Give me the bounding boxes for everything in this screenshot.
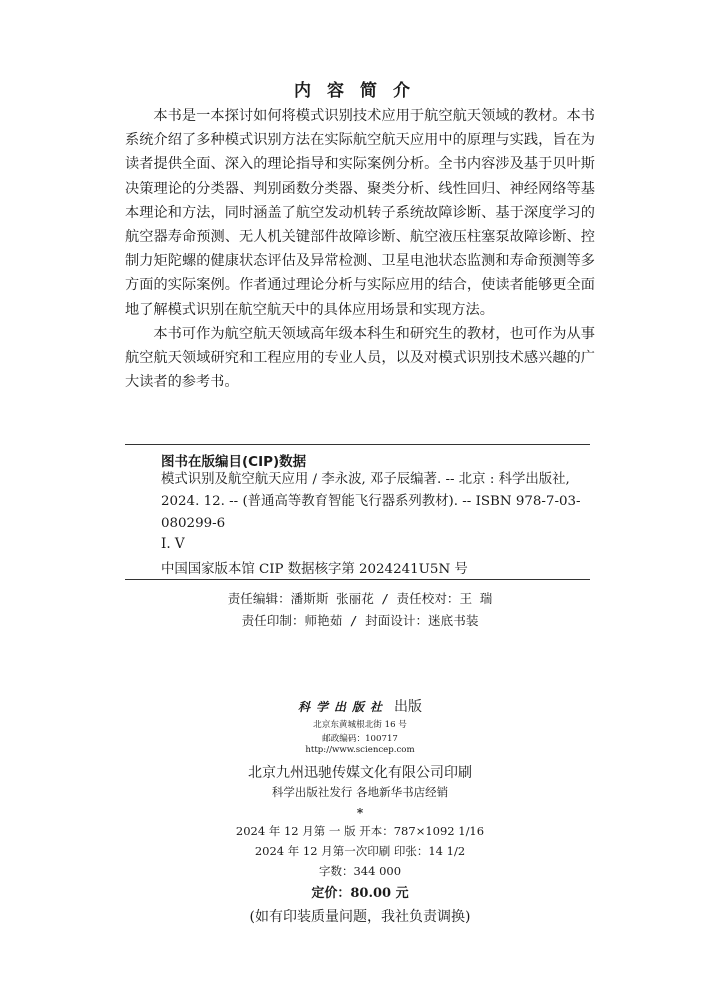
quality-notice: (如有印装质量问题，我社负责调换) [249,909,471,925]
word-count: 字数：344 000 [318,864,402,878]
cip-data-number: 中国国家版本馆 CIP 数据核字第 2024241U5N 号 [161,562,468,577]
cip-classification: Ⅰ. V [161,536,185,552]
staff-credits-production: 责任印制：师艳茹 / 封面设计：迷底书装 [241,613,479,628]
price: 定价：80.00 元 [311,886,409,901]
publisher-suffix: 出版 [394,699,422,715]
intro-title: 内容简介 [294,81,426,101]
cip-heading: 图书在版编目(CIP)数据 [161,454,307,470]
separator-star: * [356,806,364,820]
cip-record: 模式识别及航空航天应用 / 李永波, 邓子辰编著. -- 北京 : 科学出版社, 2024. 12. -- (普通高等教育智能飞行器系列教材). -- ISBN 978-7-03-080299-6 [161,472,581,531]
distribution: 科学出版社发行 各地新华书店经销 [271,785,449,799]
intro-paragraph: 本书是一本探讨如何将模式识别技术应用于航空航天领域的教材。本书系统介绍了多种模式识别方法在实际航空航天应用中的原理与实践，旨在为读者提供全面、深入的理论指导和实际案例分析。全书内容涉及基于贝叶斯决策理论的分类器、判别函数分类器、聚类分析、线性回归、神经网络等基本理论和方法，同时涵盖了航空发动机转子系统故障诊断、基于深度学习的航空器寿命预测、无人机关键部件故障诊断、航空液压柱塞泵故障诊断、控制力矩陀螺的健康状态评估及异常检测、卫星电池状态监测和寿命预测等多方面的实际案例。作者通过理论分析与实际应用的结合，使读者能够更全面地了解模式识别在航空航天中的具体应用场景和实现方法。 [125,108,595,318]
cip-bottom-divider [125,579,590,580]
publisher-postcode: 邮政编码：100717 [322,734,398,744]
edition-info: 2024 年 12 月第 一 版 开本：787×1092 1/16 [235,824,485,838]
publisher-website: http://www.sciencep.com [305,745,415,755]
printing-info: 2024 年 12 月第一次印刷 印张：14 1/2 [254,844,466,858]
intro-paragraph: 本书可作为航空航天领域高年级本科生和研究生的教材，也可作为从事航空航天领域研究和工程应用的专业人员，以及对模式识别技术感兴趣的广大读者的参考书。 [125,325,595,391]
publisher-line [0,696,720,716]
staff-credits-editors: 责任编辑：潘斯斯 张丽花 / 责任校对：王 瑞 [227,591,493,606]
intro-body [125,104,595,394]
cip-top-divider [125,444,590,445]
printer: 北京九州迅驰传媒文化有限公司印刷 [248,765,472,781]
publisher-address: 北京东黄城根北街 16 号 [313,720,407,730]
publisher-name: 科学出版社 [297,700,388,714]
